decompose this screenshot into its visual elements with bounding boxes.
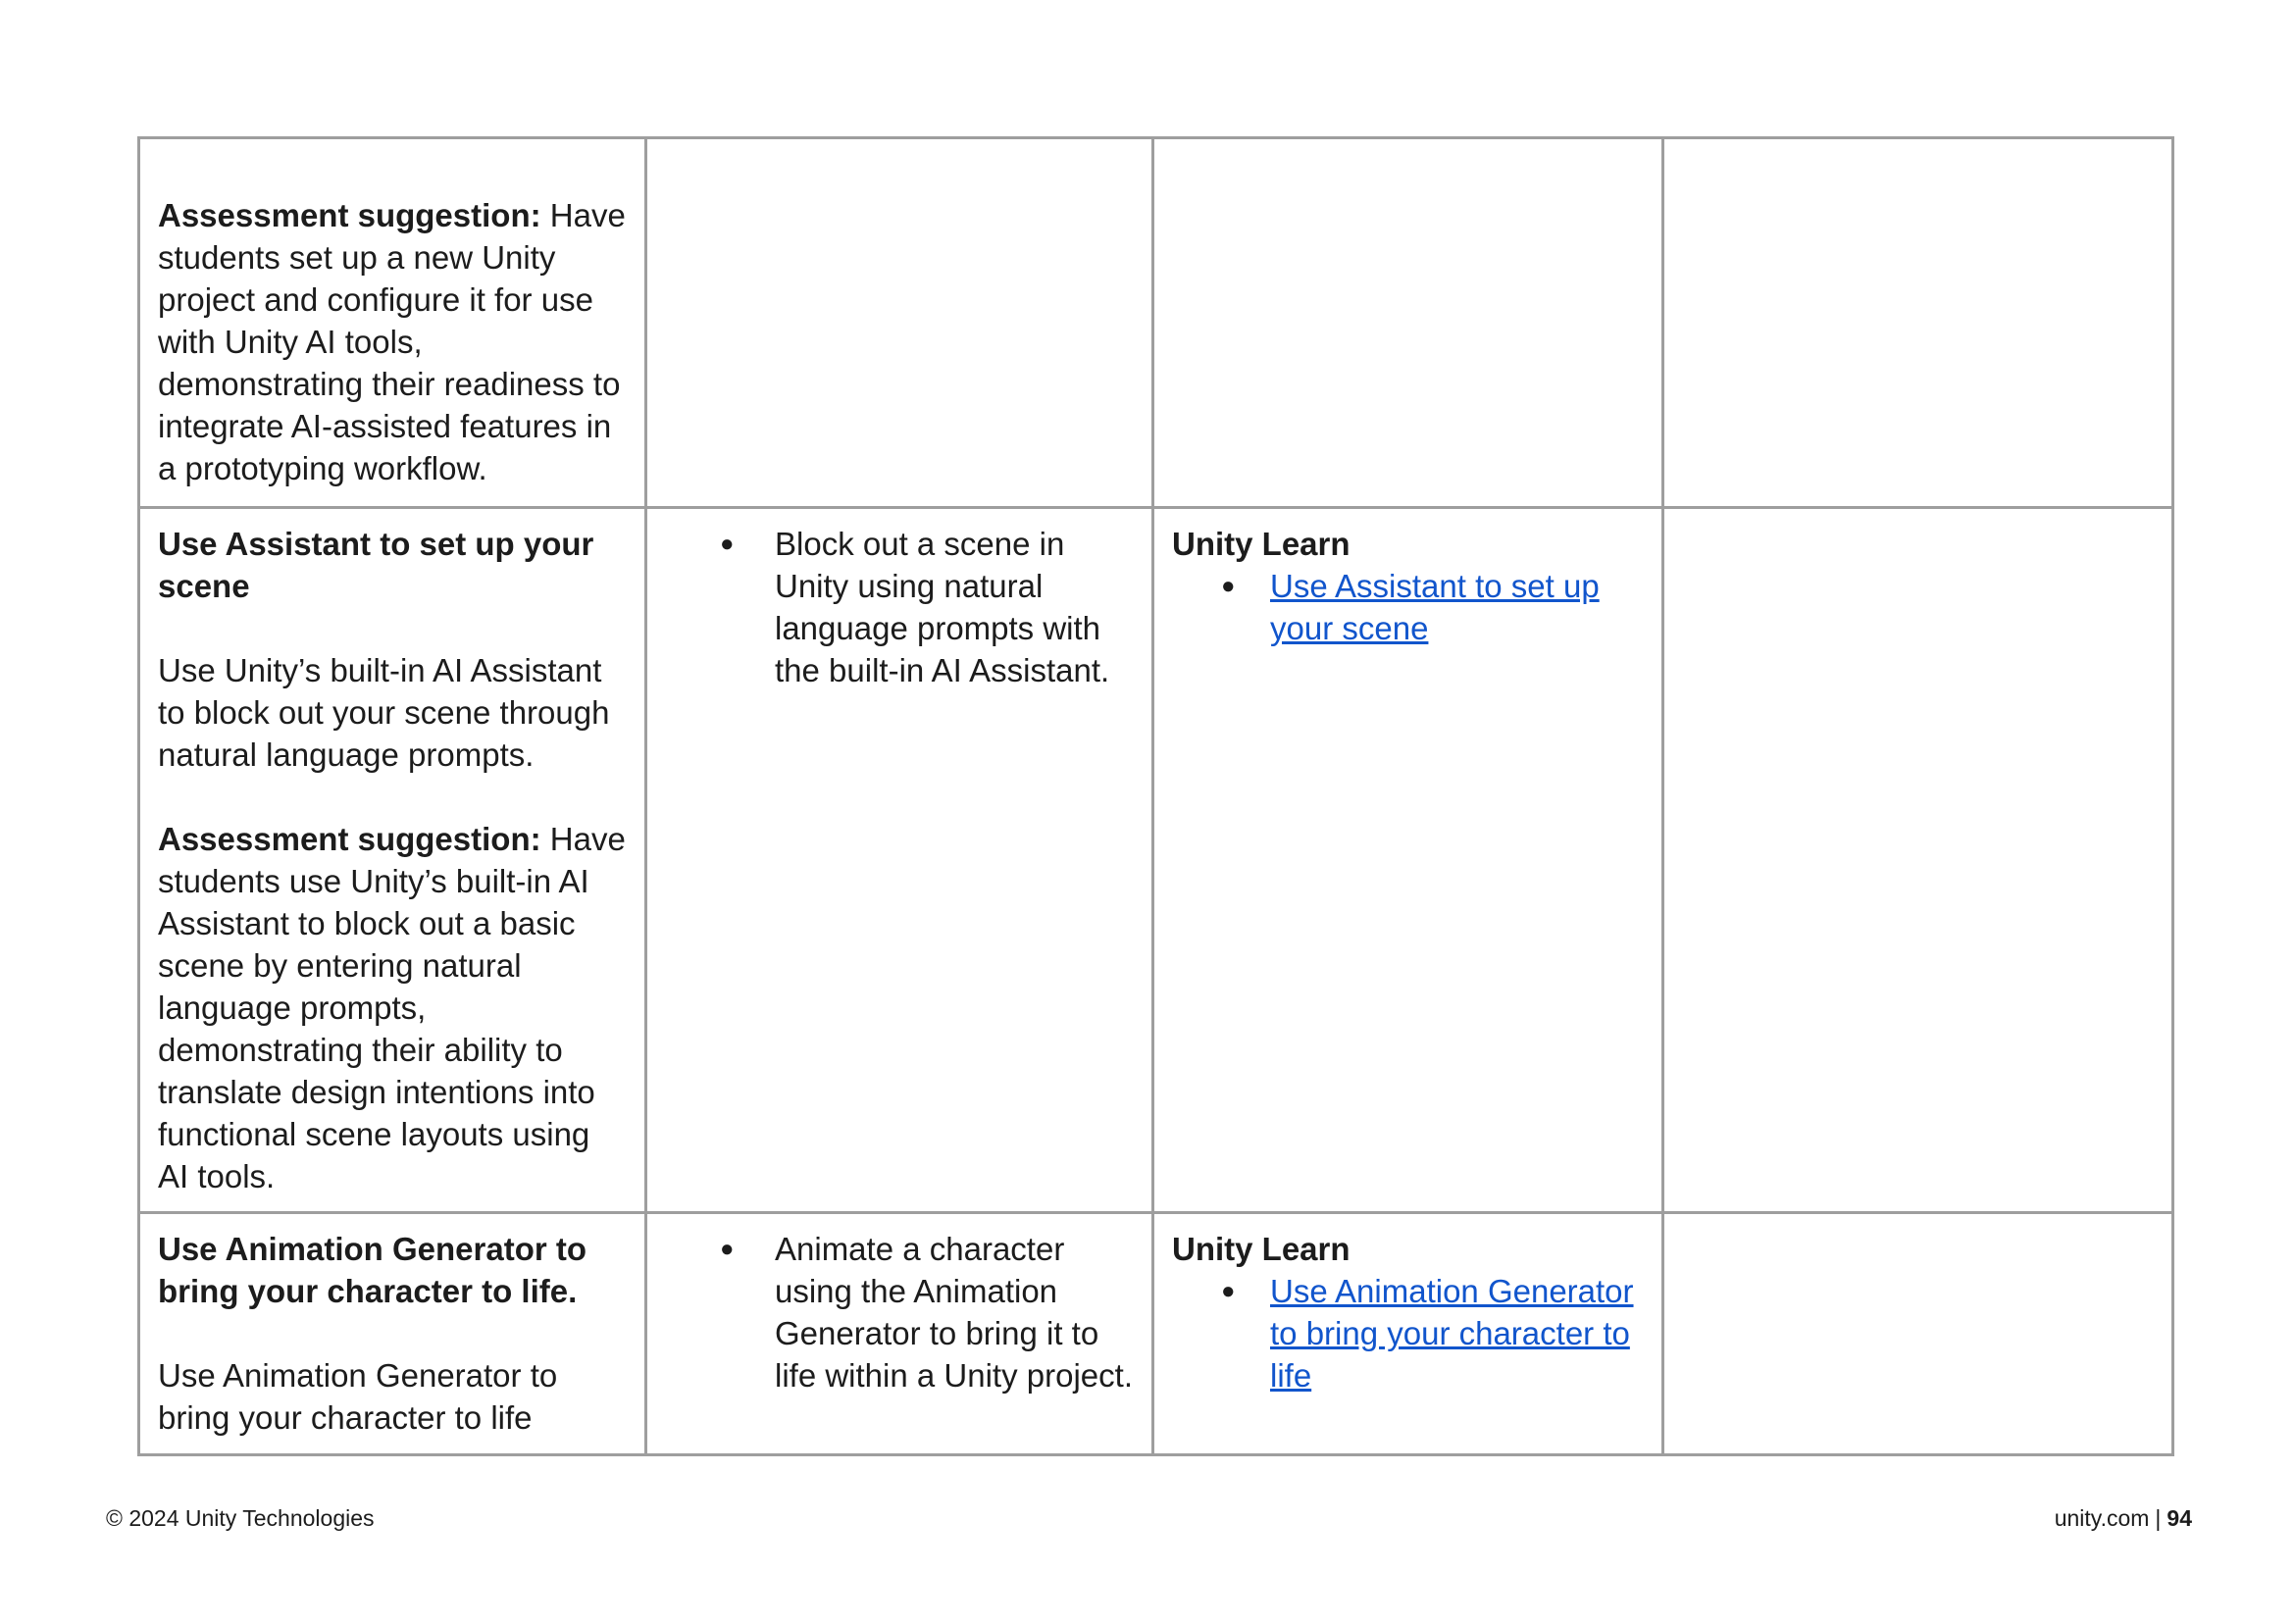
- table-row: [139, 1213, 2173, 1455]
- resource-heading: Unity Learn: [1172, 526, 1351, 562]
- row1-col2-cell: [646, 138, 1153, 508]
- row2-col3-cell: [1153, 508, 1663, 1213]
- row2-col4-cell: [1663, 508, 2173, 1213]
- table-row: [139, 508, 2173, 1213]
- assessment-label: Assessment suggestion:: [158, 821, 541, 857]
- row2-col1-cell: [139, 508, 646, 1213]
- row3-col1-cell: [139, 1213, 646, 1455]
- lesson-heading: Use Assistant to set up your scene: [158, 526, 594, 604]
- lesson-description: Use Animation Generator to bring your character to life: [158, 1357, 558, 1436]
- footer-page-info: [2055, 1505, 2192, 1532]
- resource-heading: Unity Learn: [1172, 1231, 1351, 1267]
- lesson-description: Use Unity’s built-in AI Assistant to block out your scene through natural language prompts.: [158, 652, 610, 773]
- row3-col2-cell: [646, 1213, 1153, 1455]
- assessment-text: Have students use Unity’s built-in AI Assistant to block out a basic scene by entering natural language prompts, demonstrating their ability to translate design intentions into functional scene layouts using AI tools.: [158, 821, 626, 1194]
- list-item: [1172, 1270, 1644, 1396]
- row3-col4-cell: [1663, 1213, 2173, 1455]
- assessment-suggestion: [158, 818, 627, 1197]
- objectives-list: [665, 1228, 1134, 1396]
- unity-learn-link[interactable]: Use Animation Generator to bring your character to life: [1270, 1273, 1634, 1394]
- row2-col2-cell: [646, 508, 1153, 1213]
- list-item: ● Animate a character using the Animation Generator to bring it to life within a Unity project.: [665, 1228, 1134, 1396]
- footer-copyright: © 2024 Unity Technologies: [106, 1505, 375, 1531]
- row1-col3-cell: [1153, 138, 1663, 508]
- list-item: ● Block out a scene in Unity using natural language prompts with the built-in AI Assistant.: [665, 523, 1134, 691]
- objectives-list: [665, 523, 1134, 691]
- footer-site: unity.com: [2054, 1505, 2150, 1531]
- resource-links: [1172, 565, 1644, 649]
- lesson-heading: Use Animation Generator to bring your character to life.: [158, 1231, 587, 1309]
- curriculum-table: [137, 136, 2174, 1456]
- assessment-text: Have students set up a new Unity project and configure it for use with Unity AI tools, demonstrating their readiness to integrate AI-assisted features in a prototyping workflow.: [158, 197, 626, 486]
- row3-col3-cell: [1153, 1213, 1663, 1455]
- row1-col1-cell: [139, 138, 646, 508]
- table-row: [139, 138, 2173, 508]
- unity-learn-link[interactable]: Use Assistant to set up your scene: [1270, 568, 1600, 646]
- page-number: 94: [2167, 1505, 2192, 1531]
- list-item: [1172, 565, 1644, 649]
- footer-separator: |: [2155, 1505, 2162, 1531]
- row1-col4-cell: [1663, 138, 2173, 508]
- assessment-label: Assessment suggestion:: [158, 197, 541, 233]
- resource-links: [1172, 1270, 1644, 1396]
